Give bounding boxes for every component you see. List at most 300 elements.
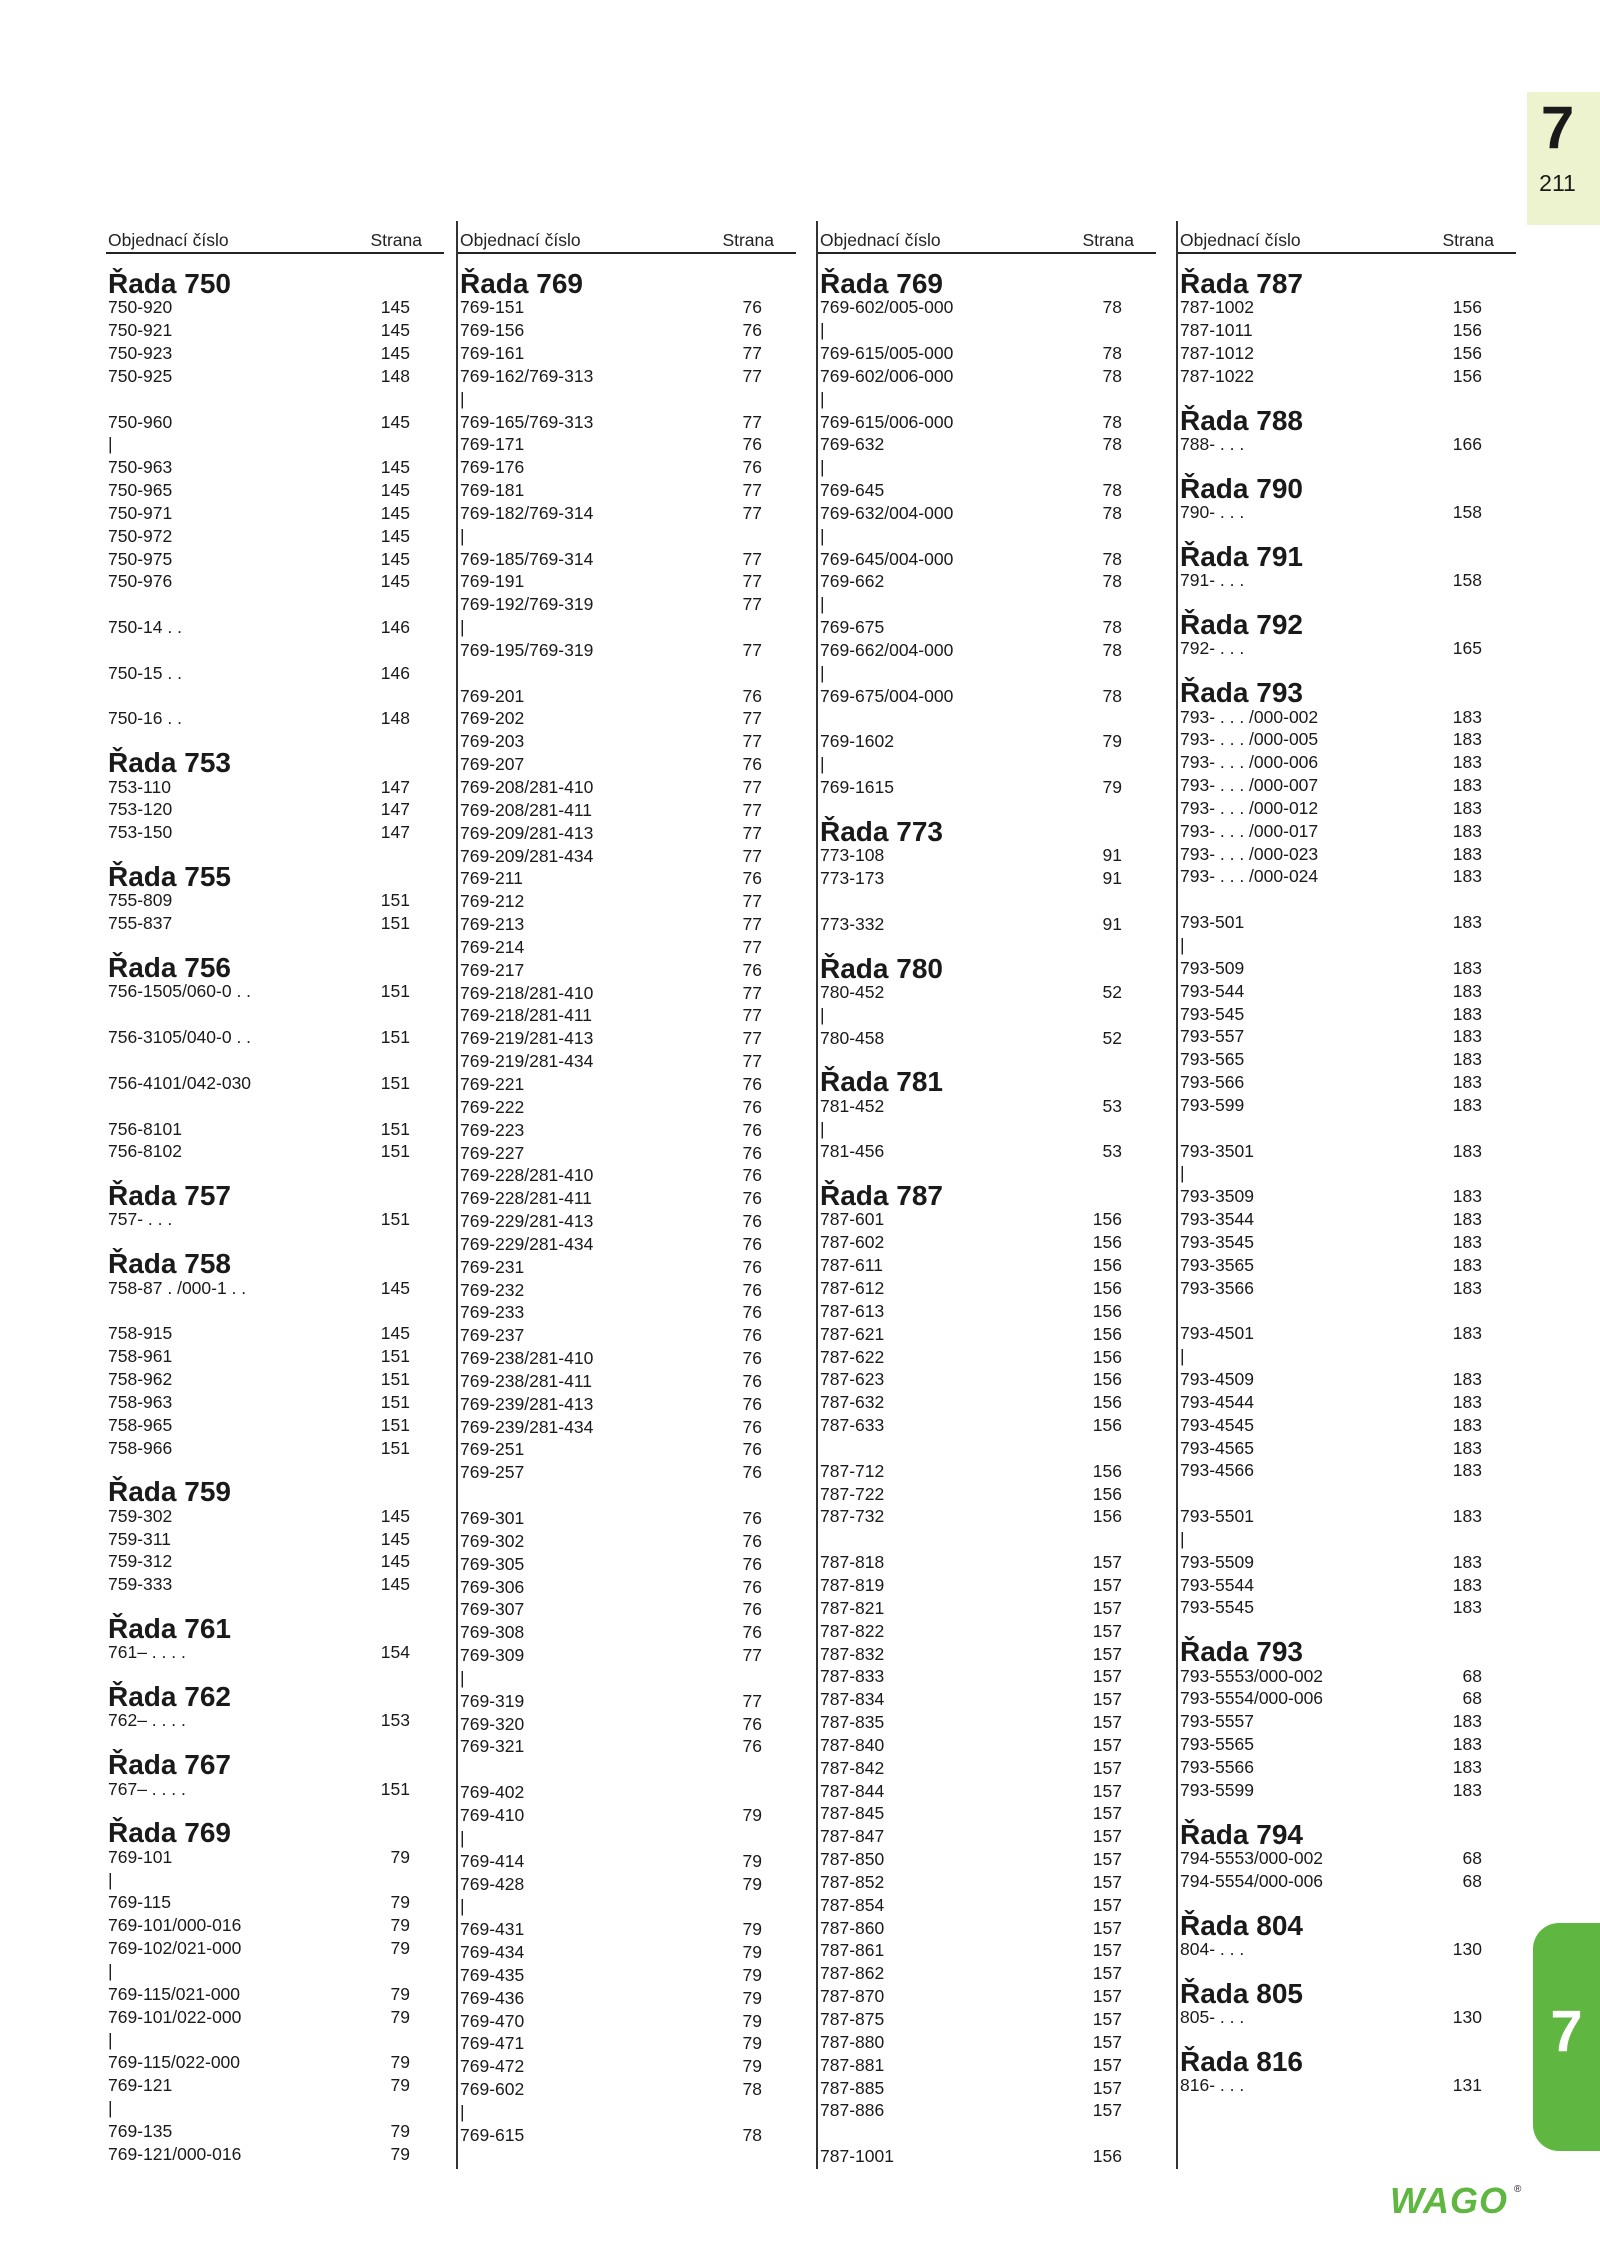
page-ref: 77 [742,411,762,432]
index-entry [1178,1162,1516,1185]
order-number: | [460,2101,465,2122]
order-number: 787-1001 [820,2146,894,2167]
index-entry [458,2101,796,2124]
order-number: 769-228/281-410 [460,1165,594,1186]
index-entry [458,456,796,479]
index-entry [1178,637,1516,660]
index-entry [818,296,1156,319]
order-number: 750-923 [108,342,173,363]
index-entry [1178,1185,1516,1208]
index-entry [458,1553,796,1576]
page-ref: 77 [742,1645,762,1666]
index-entry [106,1846,444,1869]
page-ref: 156 [1092,1483,1122,1504]
page-ref: 183 [1452,1711,1482,1732]
index-entry [458,1050,796,1073]
page-ref: 77 [742,891,762,912]
page-ref: 157 [1092,2077,1122,2098]
order-number: | [820,662,825,683]
order-number: 769-472 [460,2056,525,2077]
order-number: 769-632/004-000 [820,502,954,523]
index-entry [458,1256,796,1279]
order-number: 787-612 [820,1278,885,1299]
order-number: 787-835 [820,1712,885,1733]
index-entry [818,525,1156,548]
index-entry [106,1414,444,1437]
order-number: 769-257 [460,1462,525,1483]
index-entry [818,1757,1156,1780]
index-entry [458,1918,796,1941]
page-ref: 145 [380,1323,410,1344]
order-number: 759-311 [108,1528,171,1549]
order-number: 793-565 [1180,1049,1245,1070]
order-number: 769-162/769-313 [460,365,594,386]
order-number: 769-302 [460,1530,525,1551]
index-entry [106,1983,444,2006]
order-number: 769-239/281-434 [460,1416,594,1437]
page-ref: 145 [380,1551,410,1572]
order-number: 793-3545 [1180,1231,1254,1252]
page-ref: 79 [742,2033,762,2054]
page-ref: 76 [742,1462,762,1483]
page-ref: 78 [742,2079,762,2100]
order-number: 761– . . . . [108,1642,186,1663]
page-ref: 156 [1452,297,1482,318]
order-number: 769-195/769-319 [460,639,594,660]
order-number: 769-101/000-016 [108,1915,242,1936]
index-entry [1178,319,1516,342]
order-number: 769-307 [460,1599,525,1620]
page-ref: 183 [1452,1574,1482,1595]
index-entry [458,1393,796,1416]
page-ref: 157 [1092,1803,1122,1824]
order-number: 787-860 [820,1917,885,1938]
page-ref: 76 [742,1325,762,1346]
spacer [106,593,444,616]
page-ref: 183 [1452,980,1482,1001]
order-number: | [1180,1163,1185,1184]
order-number: 793-5554/000-006 [1180,1688,1324,1709]
page-ref: 77 [742,799,762,820]
series-heading [106,1743,444,1781]
order-number: 787-602 [820,1232,885,1253]
page-ref: 157 [1092,1849,1122,1870]
index-entry [1178,706,1516,729]
order-number: 787-881 [820,2054,885,2075]
index-entry [1178,1322,1516,1345]
order-number: 758-87 . /000-1 . . [108,1277,247,1298]
index-entry [458,1987,796,2010]
order-number: 769-218/281-411 [460,1005,593,1026]
page-ref: 183 [1452,729,1482,750]
page-ref: 157 [1092,1620,1122,1641]
page-ref: 76 [742,1142,762,1163]
page-ref: 156 [1092,1392,1122,1413]
order-number: 793-3544 [1180,1209,1254,1230]
order-number: 794-5553/000-002 [1180,1847,1324,1868]
page-ref: 183 [1452,1003,1482,1024]
index-entry [818,1346,1156,1369]
index-entry [458,982,796,1005]
page-ref: 76 [742,1393,762,1414]
series-title: Řada 787 [1180,268,1303,299]
page-ref: 151 [380,1346,410,1367]
order-number: 758-963 [108,1391,173,1412]
index-entry [818,502,1156,525]
order-number: 769-201 [460,685,525,706]
series-heading [106,1607,444,1645]
index-entry [106,1550,444,1573]
order-number: 769-602/005-000 [820,297,954,318]
page-ref: 158 [1452,502,1482,523]
page-ref: 183 [1452,1391,1482,1412]
index-entry [458,2032,796,2055]
page-ref: 183 [1452,1026,1482,1047]
page-ref: 151 [380,1778,410,1799]
page-ref: 77 [742,502,762,523]
index-entry [458,1004,796,1027]
order-number: 769-301 [460,1508,525,1529]
index-entry [1178,1870,1516,1893]
index-entry [458,1301,796,1324]
series-title: Řada 773 [820,815,943,847]
page-ref: 76 [742,1188,762,1209]
index-entry [106,1277,444,1300]
index-entry [458,845,796,868]
series-title: Řada 762 [108,1681,231,1713]
page-ref: 77 [742,914,762,935]
order-number: 793-545 [1180,1003,1245,1024]
series-heading [818,1174,1156,1212]
index-entry [458,707,796,730]
order-number: 769-121 [108,2075,173,2096]
page-ref: 145 [380,502,410,523]
index-entry [458,1461,796,1484]
order-number: 769-428 [460,1873,525,1894]
order-number: 769-306 [460,1576,525,1597]
index-entry [818,1391,1156,1414]
series-heading [106,855,444,893]
page-ref: 145 [380,1505,410,1526]
page-ref: 157 [1092,1917,1122,1938]
order-number: 793-566 [1180,1072,1245,1093]
index-entry [1178,501,1516,524]
series-title: Řada 787 [820,1180,943,1212]
index-entry [106,1709,444,1732]
order-number: | [108,2029,113,2050]
page-header: Strana [1442,230,1494,250]
index-entry [106,1505,444,1528]
page-ref: 79 [390,2143,410,2164]
index-entry [106,1345,444,1368]
index-entry [818,616,1156,639]
spacer [1178,592,1516,603]
index-entry [106,707,444,730]
spacer [106,388,444,411]
page-ref: 78 [1102,502,1122,523]
order-number: 793-509 [1180,957,1245,978]
index-entry [1178,774,1516,797]
order-number: 769-305 [460,1553,525,1574]
index-entry [106,1026,444,1049]
index-entry [106,1140,444,1163]
page-ref: 157 [1092,1712,1122,1733]
index-entry [1178,342,1516,365]
index-entry [106,1528,444,1551]
index-entry [1178,1094,1516,1117]
order-number: 805- . . . [1180,2007,1245,2028]
index-entry [1178,1071,1516,1094]
page-ref: 183 [1452,1779,1482,1800]
order-number: 787-842 [820,1757,885,1778]
order-number: 769-232 [460,1279,525,1300]
page-ref: 79 [1102,731,1122,752]
index-entry [458,1027,796,1050]
order-number: 769-101/022-000 [108,2006,242,2027]
order-number: 769-309 [460,1645,525,1666]
page-ref: 183 [1452,775,1482,796]
column-entries [818,254,1156,2168]
page-ref: 183 [1452,1460,1482,1481]
index-entry [1178,1574,1516,1597]
order-number: 769-203 [460,731,525,752]
index-entry [1178,1140,1516,1163]
index-entry [458,296,796,319]
page-ref: 183 [1452,1437,1482,1458]
page-ref: 79 [390,1846,410,1867]
index-entry [1178,957,1516,980]
series-heading [106,1174,444,1212]
column-header [106,221,444,254]
order-number: 793-5501 [1180,1506,1254,1527]
order-number: 769-675 [820,617,885,638]
index-entry [106,479,444,502]
order-number: 769-239/281-413 [460,1393,594,1414]
chapter-side-tab [1533,1923,1600,2151]
order-number: 769-165/769-313 [460,411,594,432]
index-entry [458,753,796,776]
order-number: 769-675/004-000 [820,685,954,706]
page-ref: 79 [390,2075,410,2096]
page-ref: 183 [1452,1186,1482,1207]
order-number: 787-732 [820,1506,885,1527]
order-number: 787-633 [820,1415,885,1436]
index-entry [458,1347,796,1370]
order-number: 787-870 [820,1986,885,2007]
order-number: 781-452 [820,1095,885,1116]
page-ref: 79 [742,1942,762,1963]
page-ref: 77 [742,571,762,592]
index-entry [818,1780,1156,1803]
spacer [458,1758,796,1781]
order-number-header: Objednací číslo [108,230,229,250]
index-entry [818,1460,1156,1483]
page-ref: 77 [742,639,762,660]
index-entry [818,1254,1156,1277]
index-entry [106,433,444,456]
index-entry [818,1368,1156,1391]
series-title: Řada 805 [1180,1977,1303,2009]
order-number: 755-809 [108,890,173,911]
page-ref: 151 [380,1027,410,1048]
page-header: Strana [370,230,422,250]
chapter-tab [1527,92,1600,225]
page-ref: 53 [1102,1141,1122,1162]
index-entry [818,1802,1156,1825]
page-ref: 151 [380,1118,410,1139]
page-ref: 157 [1092,1826,1122,1847]
index-entry [1178,1437,1516,1460]
order-number: | [460,525,465,546]
page-ref: 76 [742,434,762,455]
index-entry [106,525,444,548]
order-number: 769-410 [460,1804,525,1825]
index-entry [106,1322,444,1345]
page-ref: 157 [1092,1597,1122,1618]
page-ref: 183 [1452,1254,1482,1275]
page-ref: 157 [1092,1986,1122,2007]
index-entry [818,867,1156,890]
order-number: 769-227 [460,1142,525,1163]
index-entry [458,1576,796,1599]
index-entry [458,685,796,708]
index-entry [818,753,1156,776]
order-number: 769-1602 [820,731,894,752]
page-ref: 156 [1452,365,1482,386]
order-number-header: Objednací číslo [820,230,941,250]
index-entry [458,867,796,890]
index-entry [1178,1687,1516,1710]
index-entry [1178,1710,1516,1733]
series-heading [1178,1630,1516,1668]
order-number: 769-402 [460,1782,525,1803]
index-entry [1178,1254,1516,1277]
page-ref: 68 [1462,1688,1482,1709]
index-entry [458,2055,796,2078]
page-ref: 157 [1092,1689,1122,1710]
order-number: | [820,388,825,409]
page-ref: 53 [1102,1095,1122,1116]
index-entry [106,1641,444,1664]
order-number: 781-456 [820,1141,885,1162]
index-entry [1178,911,1516,934]
order-number: 793-3509 [1180,1186,1254,1207]
spacer [106,1231,444,1242]
series-heading [1178,1972,1516,2009]
page-ref: 79 [390,2120,410,2141]
order-number: 787-818 [820,1552,885,1573]
series-title: Řada 780 [820,952,943,984]
index-entry [818,2008,1156,2031]
page-ref: 78 [742,2124,762,2145]
page-ref: 151 [380,1391,410,1412]
spacer [458,1484,796,1507]
series-heading [1178,262,1516,299]
page-ref: 156 [1092,1255,1122,1276]
page-ref: 76 [742,297,762,318]
order-number: 756-8101 [108,1118,182,1139]
page-ref: 183 [1452,1551,1482,1572]
order-number: 769-213 [460,914,525,935]
order-number: 787-601 [820,1209,885,1230]
page-ref: 183 [1452,820,1482,841]
order-number: 769-102/021-000 [108,1938,242,1959]
page-ref: 147 [380,822,410,843]
series-heading [458,262,796,299]
order-number: 787-622 [820,1346,885,1367]
order-number: 750-16 . . [108,708,182,729]
page-ref: 157 [1092,2100,1122,2121]
page-ref: 76 [742,1713,762,1734]
index-entry [1178,820,1516,843]
index-entry [106,2120,444,2143]
order-number: 758-965 [108,1414,173,1435]
spacer [106,1596,444,1607]
index-column-4 [1176,221,1516,2169]
index-entry [818,411,1156,434]
index-entry [818,1231,1156,1254]
page-ref: 76 [742,1370,762,1391]
order-number: 769-209/281-434 [460,845,594,866]
page-ref: 145 [380,297,410,318]
index-entry [818,1505,1156,1528]
order-number: 769-435 [460,1964,525,1985]
order-number: 793- . . . /000-017 [1180,820,1319,841]
page-ref: 183 [1452,843,1482,864]
order-number: 791- . . . [1180,570,1245,591]
column-entries [1178,254,1516,2097]
order-number: 769-222 [460,1096,525,1117]
page-ref: 145 [380,1574,410,1595]
index-entry [106,2006,444,2029]
side-chapter-number: 7 [1550,1999,1583,2064]
index-entry [106,1437,444,1460]
spacer [106,1299,444,1322]
page-ref: 145 [380,1528,410,1549]
order-number: 793-557 [1180,1026,1245,1047]
index-entry [458,548,796,571]
page-ref: 145 [380,525,410,546]
order-number: 750-971 [108,502,173,523]
column-entries [106,254,444,2166]
index-entry [818,1962,1156,1985]
page-ref: 78 [1102,685,1122,706]
index-entry [818,548,1156,571]
order-number: 759-312 [108,1551,173,1572]
page-ref: 79 [742,1850,762,1871]
order-number: 753-150 [108,822,173,843]
order-number: 773-332 [820,913,885,934]
order-number: 787-886 [820,2100,885,2121]
series-title: Řada 804 [1180,1909,1303,1941]
spacer [106,1163,444,1174]
index-entry [458,1096,796,1119]
index-entry [1178,1414,1516,1437]
page-ref: 79 [390,2006,410,2027]
page-ref: 166 [1452,433,1482,454]
index-entry [818,1894,1156,1917]
spacer [1178,524,1516,535]
order-number: | [820,1004,825,1025]
index-entry [1178,1528,1516,1551]
series-title: Řada 790 [1180,472,1303,504]
index-entry [1178,980,1516,1003]
order-number: 750-921 [108,320,173,341]
page-ref: 91 [1102,868,1122,888]
order-number: 793-501 [1180,912,1245,933]
order-number: | [108,1960,113,1981]
index-entry [458,1667,796,1690]
